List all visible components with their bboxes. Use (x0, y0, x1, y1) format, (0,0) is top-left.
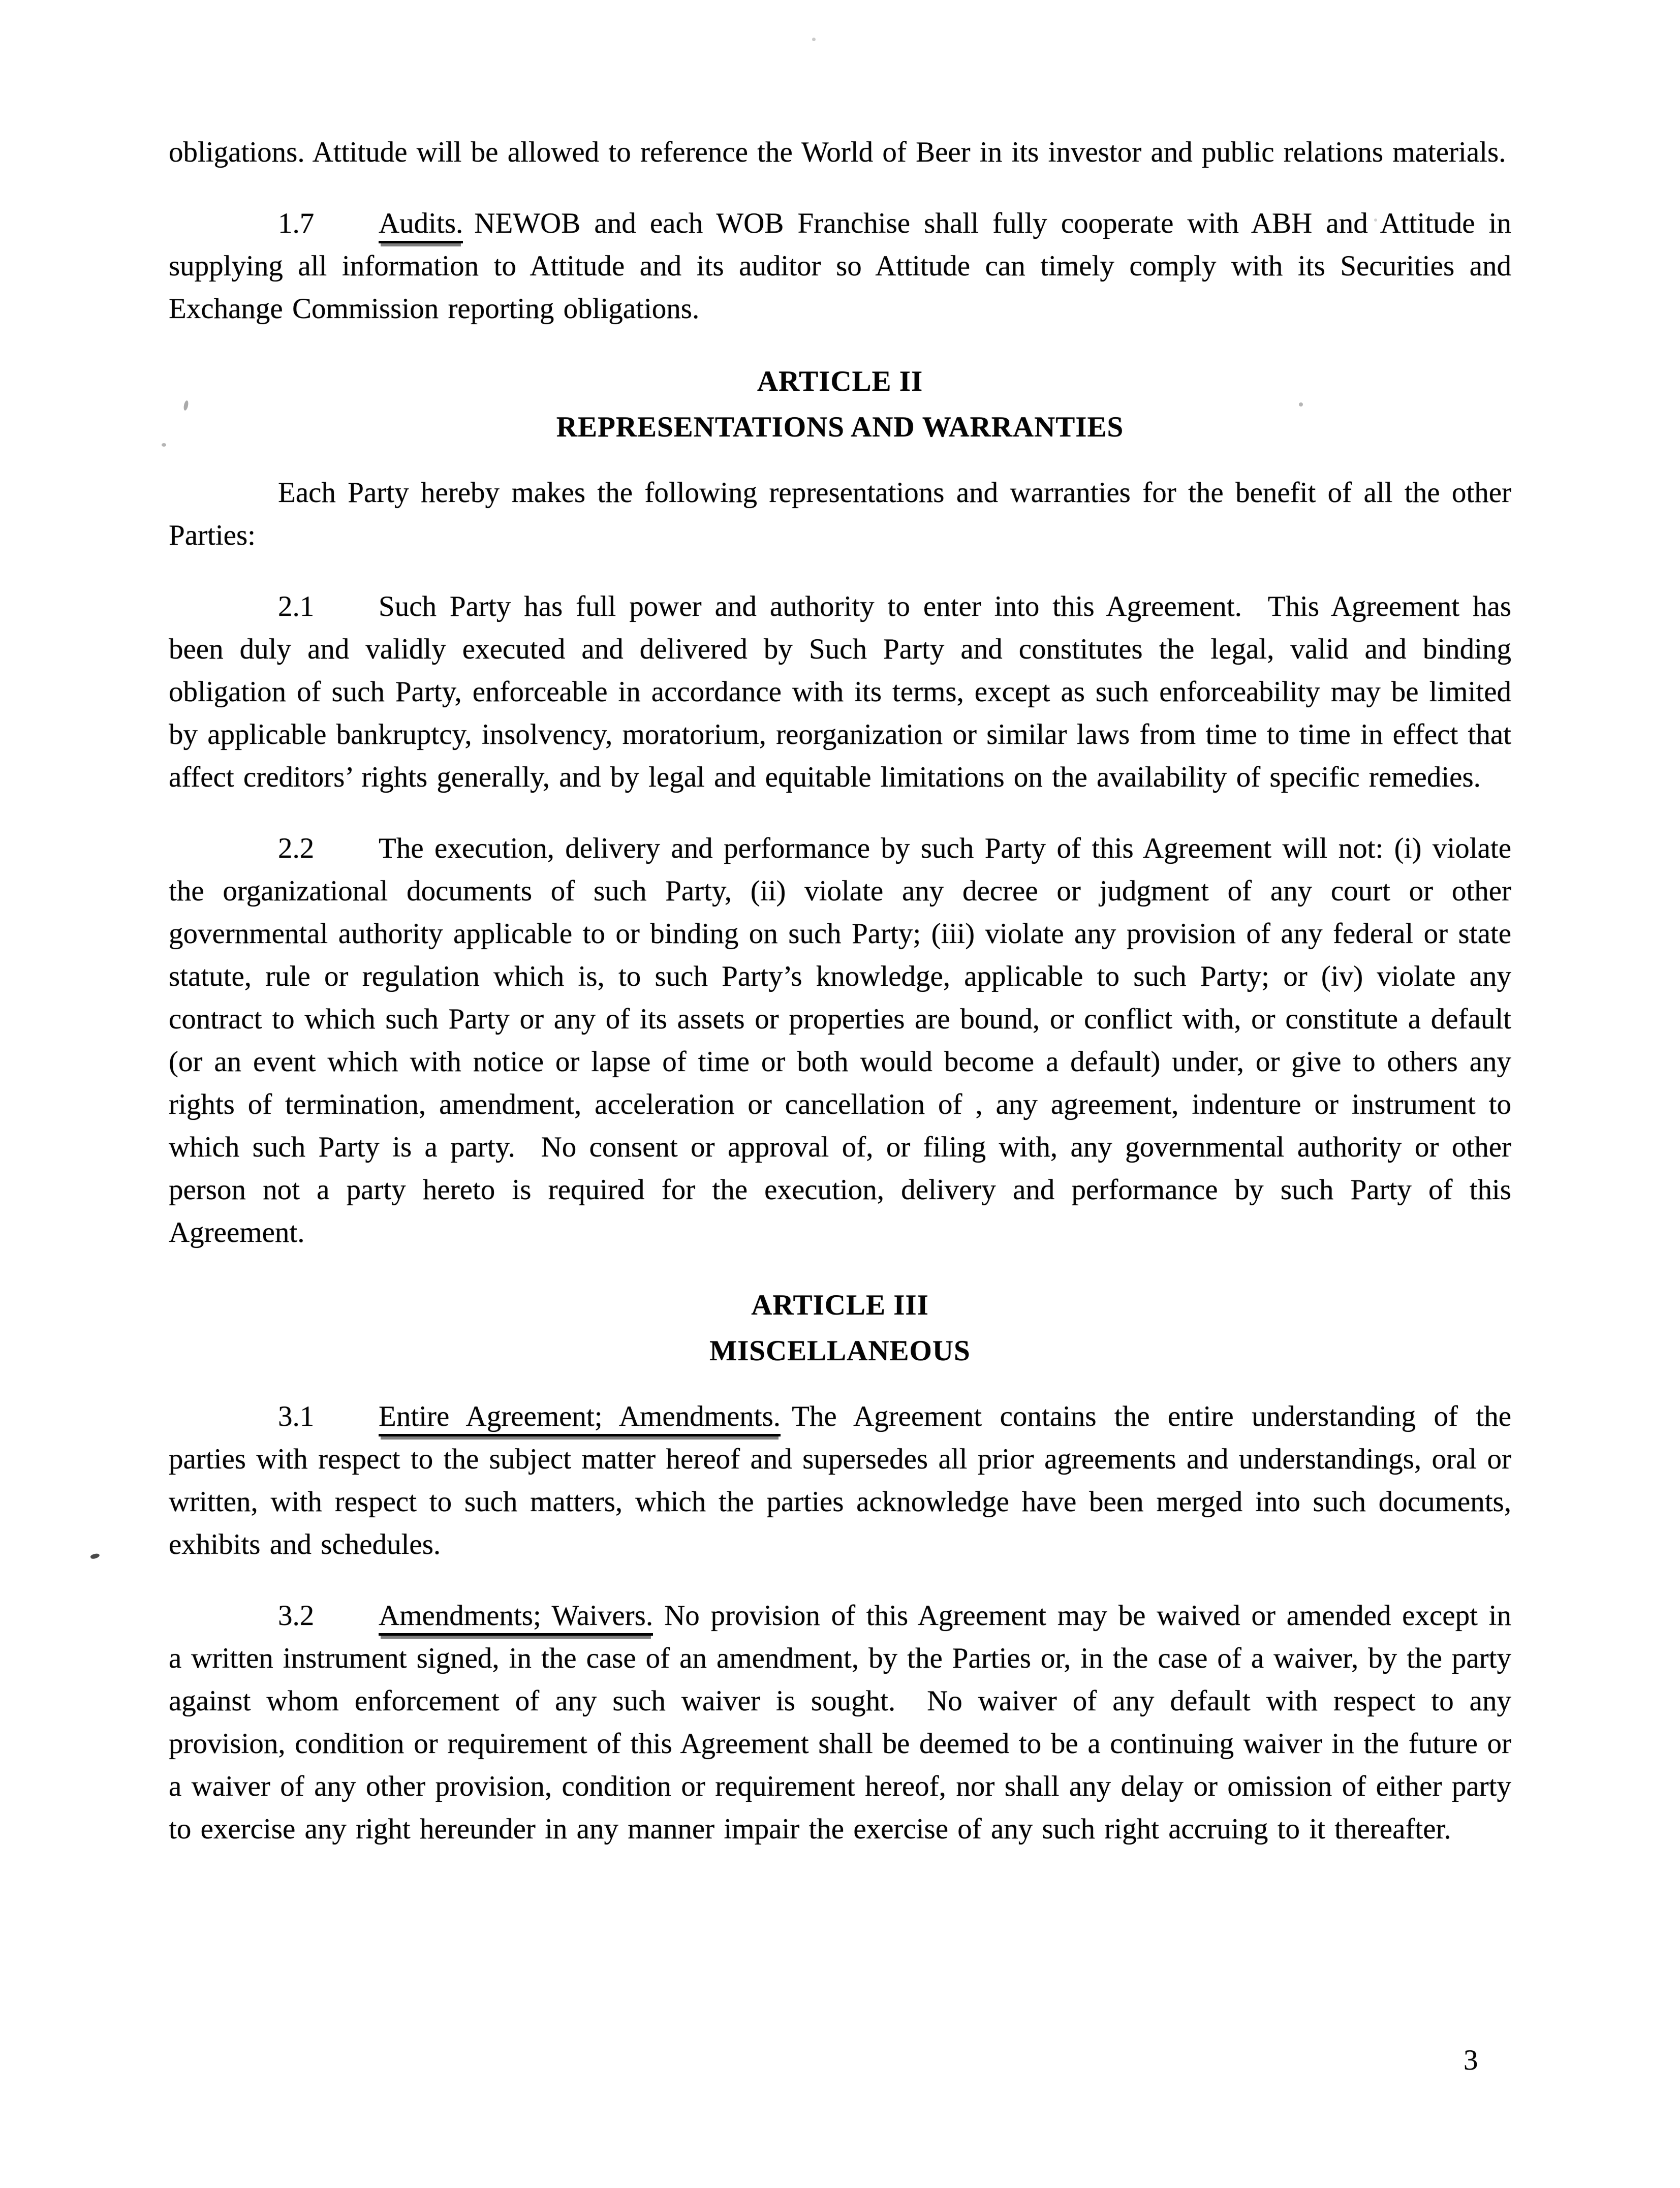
paragraph-intro-representations (169, 472, 1511, 557)
document-body (169, 131, 1511, 1879)
paragraph-text: Each Party hereby makes the following representations and warranties for the benefit of all the other Parties: (169, 477, 1511, 551)
article-title: MISCELLANEOUS (709, 1335, 971, 1367)
article-ii-heading (169, 359, 1511, 450)
section-number: 2.2 (278, 832, 315, 864)
section-paragraph-3-1 (169, 1395, 1511, 1566)
scan-speck (90, 1552, 100, 1559)
section-number: 3.1 (278, 1400, 315, 1432)
section-paragraph-2-1 (169, 585, 1511, 799)
paragraph-text: obligations. Attitude will be allowed to reference the World of Beer in its investor and public relations materials. (169, 136, 1506, 168)
section-paragraph-3-2 (169, 1595, 1511, 1851)
section-text: The Agreement contains the entire understanding of the parties with respect to the subject matter hereof and supersedes all prior agreements and understandings, oral or written, with respect to such matters, which the parties acknowledge have been merged into such documents, exhibits and schedules. (169, 1400, 1511, 1560)
section-heading-underlined: Audits. (379, 207, 463, 243)
section-number: 1.7 (278, 207, 315, 239)
section-heading-underlined: Amendments; Waivers. (379, 1600, 653, 1636)
article-iii-heading (169, 1283, 1511, 1374)
scan-speck (812, 38, 816, 41)
page-number: 3 (1464, 2044, 1478, 2076)
section-heading-underlined: Entire Agreement; Amendments. (379, 1400, 781, 1436)
paragraph-continuation (169, 131, 1511, 174)
section-number: 2.1 (278, 590, 315, 622)
article-title: REPRESENTATIONS AND WARRANTIES (556, 411, 1124, 443)
article-number: ARTICLE III (751, 1289, 929, 1321)
section-text: NEWOB and each WOB Franchise shall fully cooperate with ABH and Attitude in supplying all information to Attitude and its auditor so Attitude can timely comply with its Securities and Exchange Commission reporting obligations. (169, 207, 1511, 325)
section-paragraph-2-2 (169, 827, 1511, 1254)
article-number: ARTICLE II (757, 365, 923, 397)
section-text: No provision of this Agreement may be waived or amended except in a written instrument signed, in the case of an amendment, by the Parties or, in the case of a waiver, by the party against whom enforcement of any such waiver is sought. No waiver of any default with respect to any provision, condition or requirement of this Agreement shall be deemed to be a continuing waiver in the future or a waiver of any other provision, condition or requirement hereof, nor shall any delay or omission of either party to exercise any right hereunder in any manner impair the exercise of any such right accruing to it thereafter. (169, 1600, 1511, 1845)
scan-speck (162, 443, 166, 447)
section-number: 3.2 (278, 1600, 315, 1632)
scan-speck (1374, 218, 1377, 222)
section-text: Such Party has full power and authority to enter into this Agreement. This Agreement has been duly and validly executed and delivered by Such Party and constitutes the legal, valid and binding obligation of such Party, enforceable in accordance with its terms, except as such enforceability may be limited by applicable bankruptcy, insolvency, moratorium, reorganization or similar laws from time to time in effect that affect creditors’ rights generally, and by legal and equitable limitations on the availability of specific remedies. (169, 590, 1511, 793)
scan-speck (1299, 402, 1303, 407)
section-paragraph-1-7 (169, 202, 1511, 330)
section-text: The execution, delivery and performance by such Party of this Agreement will not: (i) violate the organizational documents of such Party, (ii) violate any decree or judgment of any court or other governmental authority applicable to or binding on such Party; (iii) violate any provision of any federal or state statute, rule or regulation which is, to such Party’s knowledge, applicable to such Party; or (iv) violate any contract to which such Party or any of its assets or properties are bound, or conflict with, or constitute a default (or an event which with notice or lapse of time or both would become a default) under, or give to others any rights of termination, amendment, acceleration or cancellation of , any agreement, indenture or instrument to which such Party is a party. No consent or approval of, or filing with, any governmental authority or other person not a party hereto is required for the execution, delivery and performance by such Party of this Agreement. (169, 832, 1511, 1248)
